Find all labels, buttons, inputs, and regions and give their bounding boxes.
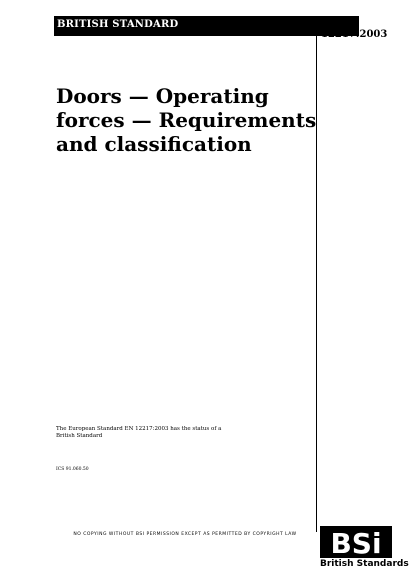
status-note-line-2: British Standard: [56, 433, 103, 439]
bsi-logo-subtitle: British Standards: [320, 559, 409, 569]
standard-number-line1: BS EN: [321, 17, 357, 28]
copyright-notice: NO COPYING WITHOUT BSI PERMISSION EXCEPT AS PERMITTED BY COPYRIGHT LAW: [54, 528, 316, 542]
standard-number: [321, 17, 391, 41]
title-line-1: Doors — Operating: [56, 84, 269, 108]
vertical-divider: [316, 16, 317, 532]
title-line-2: forces — Requirements: [56, 108, 317, 132]
document-title: [56, 84, 317, 156]
title-line-3: and classification: [56, 132, 252, 156]
standard-number-line2: 12217:2003: [321, 29, 388, 40]
bsi-logo-wordmark: BSi: [330, 527, 382, 560]
status-note: [56, 426, 306, 440]
ics-code: ICS 91.060.50: [56, 467, 89, 472]
document-type-label: BRITISH STANDARD: [57, 19, 179, 30]
status-note-line-1: The European Standard EN 12217:2003 has the status of a: [56, 426, 222, 432]
